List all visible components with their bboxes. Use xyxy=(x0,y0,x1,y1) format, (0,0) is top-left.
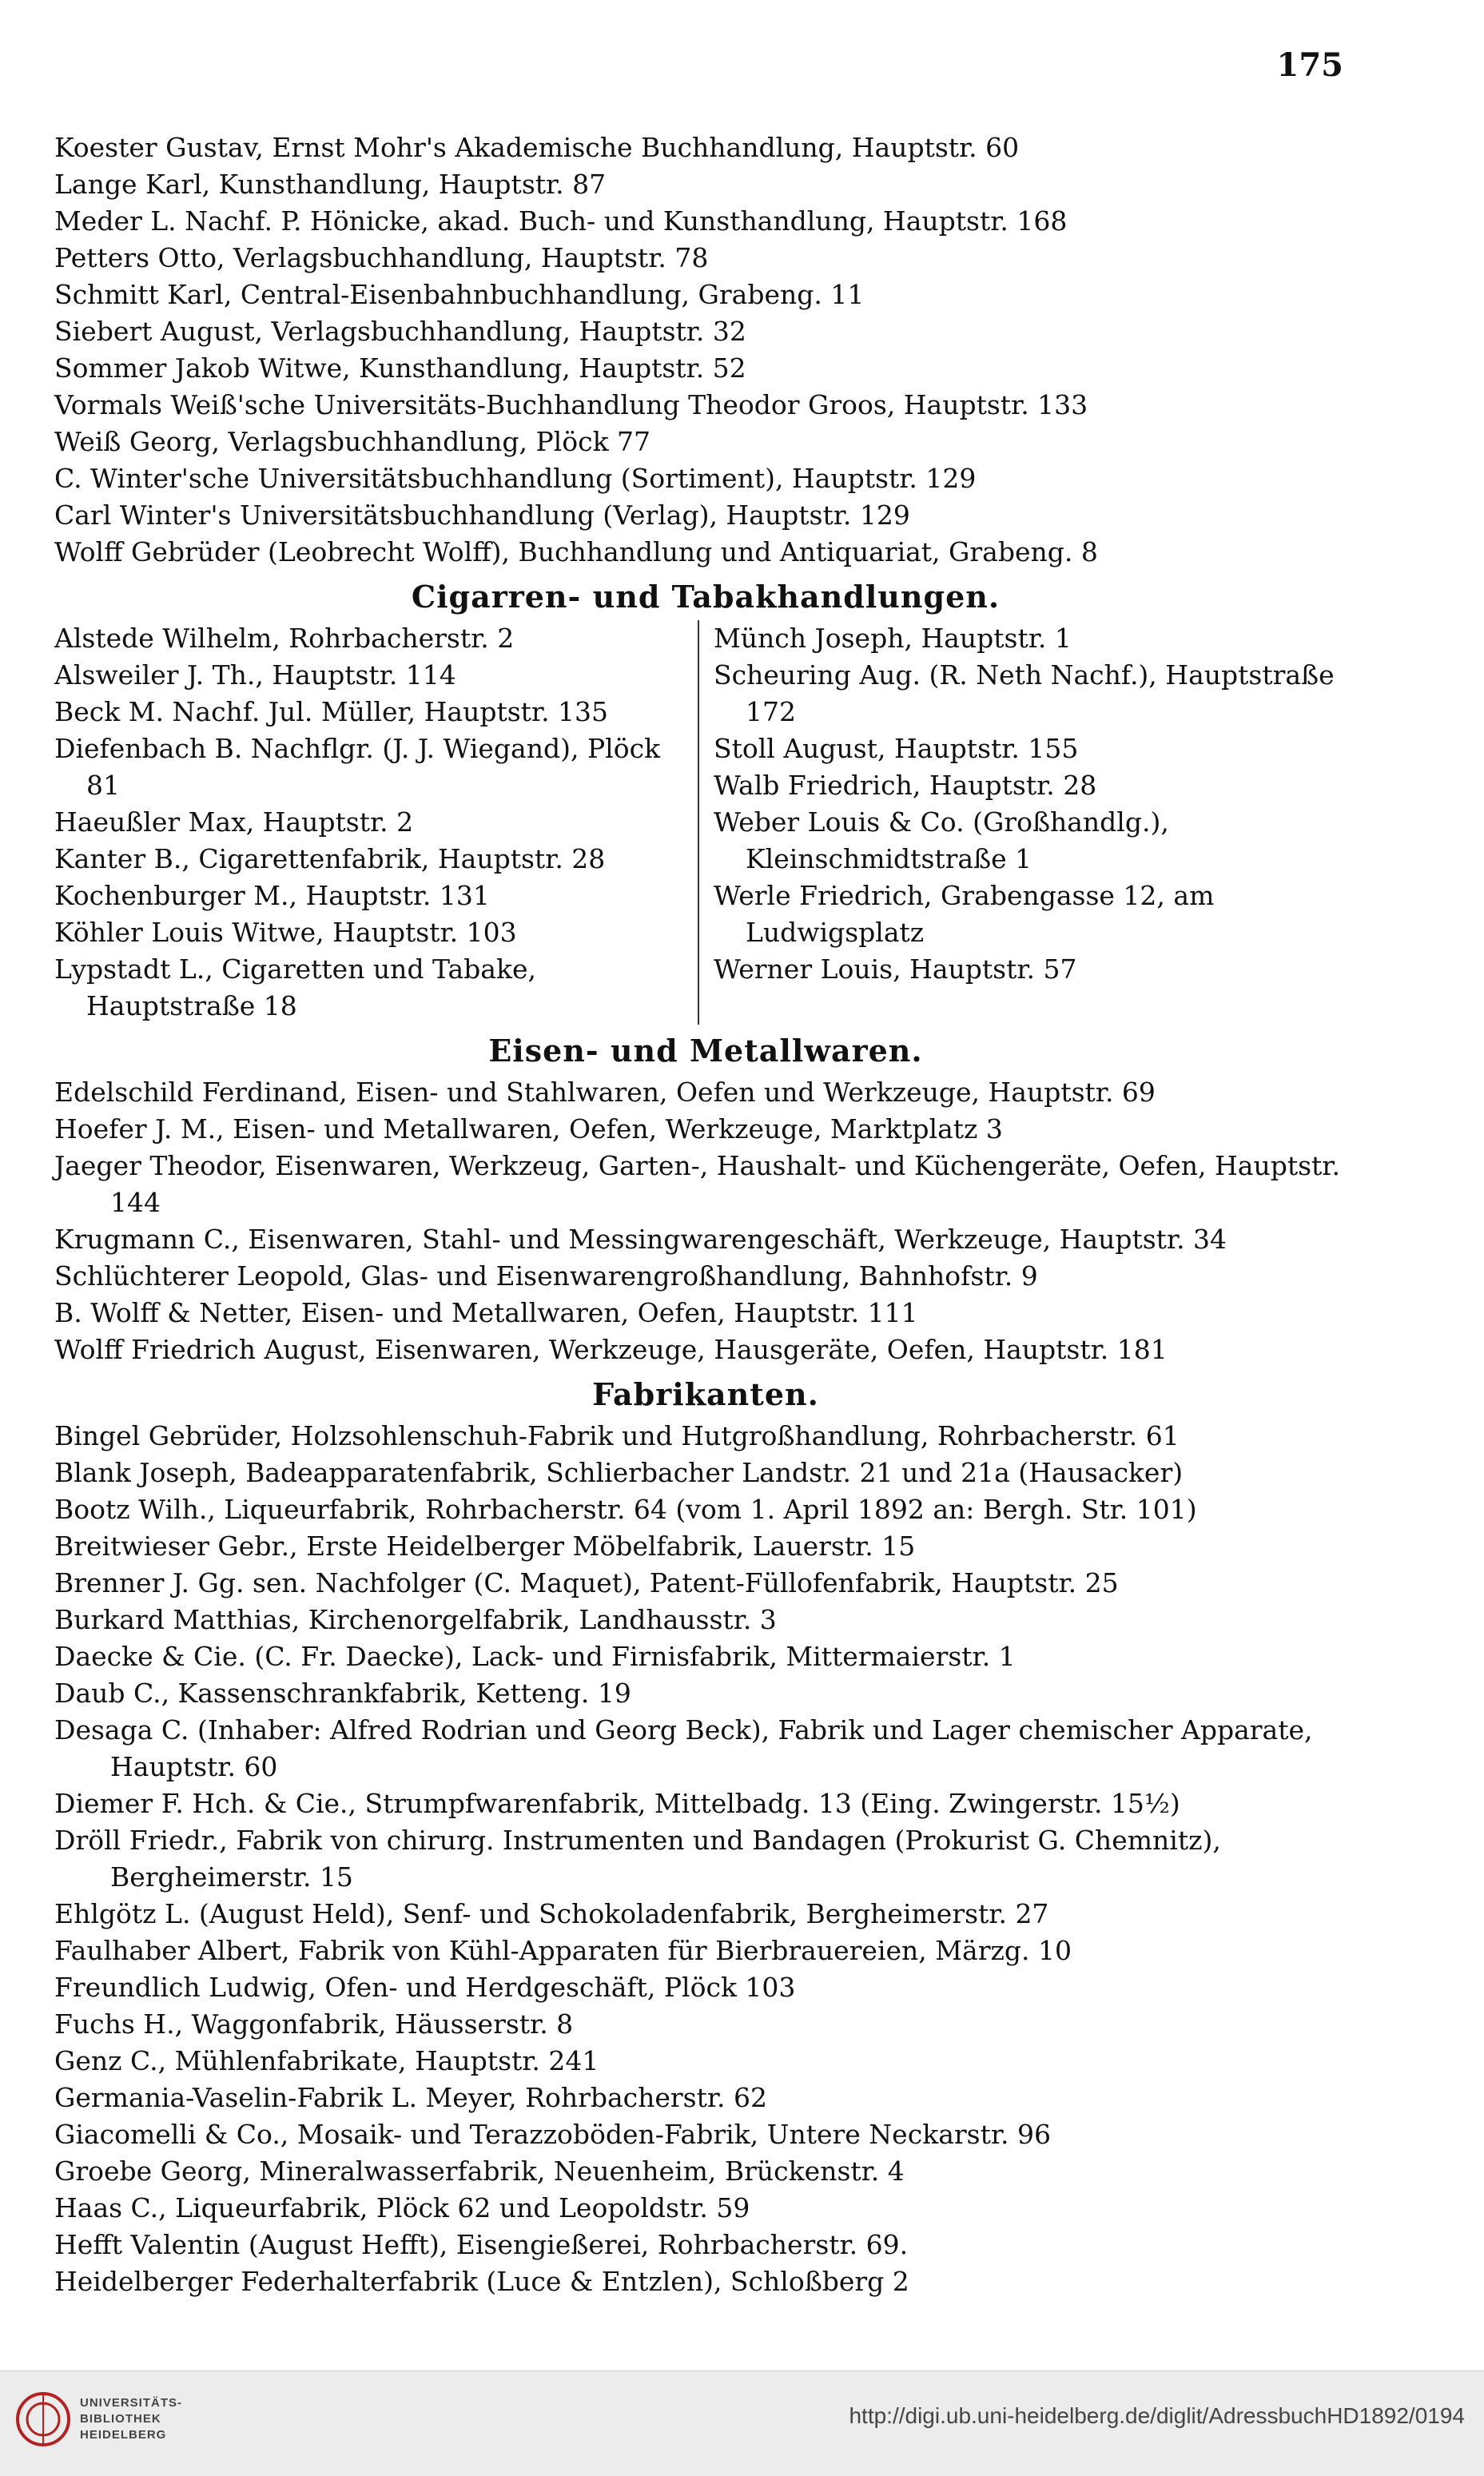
list-entry: Diefenbach B. Nachflgr. (J. J. Wiegand), Plöck 81 xyxy=(54,733,661,801)
list-entry: Fuchs H., Waggonfabrik, Häusserstr. 8 xyxy=(54,2008,574,2040)
logo-line: UNIVERSITÄTS- xyxy=(80,2396,183,2410)
list-entry: Dröll Friedr., Fabrik von chirurg. Instrumenten und Bandagen (Prokurist G. Chemnitz), Bergheimerstr. 15 xyxy=(54,1825,1221,1893)
list-entry: Beck M. Nachf. Jul. Müller, Hauptstr. 135 xyxy=(54,696,609,727)
list-entry: Werner Louis, Hauptstr. 57 xyxy=(714,953,1077,985)
source-url-link[interactable]: http://digi.ub.uni-heidelberg.de/diglit/AdressbuchHD1892/0194 xyxy=(849,2403,1465,2428)
list-entry: Lange Karl, Kunsthandlung, Hauptstr. 87 xyxy=(54,169,607,200)
list-entry: Hefft Valentin (August Hefft), Eisengießerei, Rohrbacherstr. 69. xyxy=(54,2229,909,2260)
page-number: 175 xyxy=(1276,46,1343,84)
eisen-list xyxy=(54,1074,1357,1368)
list-entry: Münch Joseph, Hauptstr. 1 xyxy=(714,623,1072,654)
list-entry: Krugmann C., Eisenwaren, Stahl- und Messingwarengeschäft, Werkzeuge, Hauptstr. 34 xyxy=(54,1224,1227,1255)
library-name xyxy=(80,2395,182,2443)
list-entry: Daub C., Kassenschrankfabrik, Ketteng. 19 xyxy=(54,1678,631,1709)
section-heading-fabrikanten: Fabrikanten. xyxy=(592,1376,819,1412)
list-entry: Lypstadt L., Cigaretten und Tabake, Hauptstraße 18 xyxy=(54,953,536,1021)
list-entry: Daecke & Cie. (C. Fr. Daecke), Lack- und Firnisfabrik, Mittermaierstr. 1 xyxy=(54,1641,1016,1672)
list-entry: Giacomelli & Co., Mosaik- und Terazzoböden-Fabrik, Untere Neckarstr. 96 xyxy=(54,2119,1051,2150)
list-entry: Jaeger Theodor, Eisenwaren, Werkzeug, Garten-, Haushalt- und Küchengeräte, Oefen, Hauptstr. 144 xyxy=(54,1150,1340,1218)
logo-line: BIBLIOTHEK xyxy=(80,2412,161,2426)
list-entry: Werle Friedrich, Grabengasse 12, am Ludwigsplatz xyxy=(714,880,1215,948)
booksellers-list xyxy=(54,129,1357,571)
list-entry: Desaga C. (Inhaber: Alfred Rodrian und Georg Beck), Fabrik und Lager chemischer Apparate, Hauptstr. 60 xyxy=(54,1714,1313,1782)
list-entry: Burkard Matthias, Kirchenorgelfabrik, Landhausstr. 3 xyxy=(54,1604,777,1635)
list-entry: Sommer Jakob Witwe, Kunsthandlung, Hauptstr. 52 xyxy=(54,352,746,384)
list-entry: Alsweiler J. Th., Hauptstr. 114 xyxy=(54,659,456,691)
list-entry: Meder L. Nachf. P. Hönicke, akad. Buch- und Kunsthandlung, Hauptstr. 168 xyxy=(54,205,1068,237)
list-entry: Schmitt Karl, Central-Eisenbahnbuchhandlung, Grabeng. 11 xyxy=(54,279,865,310)
cigarren-two-column-list xyxy=(54,620,1357,1025)
list-entry: Bingel Gebrüder, Holzsohlenschuh-Fabrik und Hutgroßhandlung, Rohrbacherstr. 61 xyxy=(54,1420,1180,1451)
list-entry: Petters Otto, Verlagsbuchhandlung, Hauptstr. 78 xyxy=(54,242,709,273)
list-entry: Brenner J. Gg. sen. Nachfolger (C. Maquet), Patent-Füllofenfabrik, Hauptstr. 25 xyxy=(54,1567,1119,1598)
list-entry: Wolff Friedrich August, Eisenwaren, Werkzeuge, Hausgeräte, Oefen, Hauptstr. 181 xyxy=(54,1334,1168,1365)
list-entry: Genz C., Mühlenfabrikate, Hauptstr. 241 xyxy=(54,2045,599,2076)
list-entry: Schlüchterer Leopold, Glas- und Eisenwarengroßhandlung, Bahnhofstr. 9 xyxy=(54,1260,1038,1292)
list-entry: Heidelberger Federhalterfabrik (Luce & Entzlen), Schloßberg 2 xyxy=(54,2266,909,2297)
list-entry: Alstede Wilhelm, Rohrbacherstr. 2 xyxy=(54,623,515,654)
list-entry: Haas C., Liqueurfabrik, Plöck 62 und Leopoldstr. 59 xyxy=(54,2192,750,2223)
list-entry: Köhler Louis Witwe, Hauptstr. 103 xyxy=(54,917,517,948)
list-entry: Diemer F. Hch. & Cie., Strumpfwarenfabrik, Mittelbadg. 13 (Eing. Zwingerstr. 15½) xyxy=(54,1788,1180,1819)
library-logo[interactable] xyxy=(14,2390,182,2448)
list-entry: Walb Friedrich, Hauptstr. 28 xyxy=(714,770,1097,801)
list-entry: Siebert August, Verlagsbuchhandlung, Hauptstr. 32 xyxy=(54,316,746,347)
cigarren-right-column xyxy=(698,620,1357,1025)
list-entry: Carl Winter's Universitätsbuchhandlung (Verlag), Hauptstr. 129 xyxy=(54,500,910,531)
list-entry: Vormals Weiß'sche Universitäts-Buchhandlung Theodor Groos, Hauptstr. 133 xyxy=(54,389,1088,420)
list-entry: Blank Joseph, Badeapparatenfabrik, Schlierbacher Landstr. 21 und 21a (Hausacker) xyxy=(54,1457,1184,1488)
list-entry: Koester Gustav, Ernst Mohr's Akademische Buchhandlung, Hauptstr. 60 xyxy=(54,132,1020,163)
section-heading-cigarren: Cigarren- und Tabakhandlungen. xyxy=(411,579,1001,615)
list-entry: Wolff Gebrüder (Leobrecht Wolff), Buchhandlung und Antiquariat, Grabeng. 8 xyxy=(54,536,1098,567)
list-entry: Hoefer J. M., Eisen- und Metallwaren, Oefen, Werkzeuge, Marktplatz 3 xyxy=(54,1113,1003,1144)
viewer-footer xyxy=(0,2371,1484,2476)
list-entry: Bootz Wilh., Liqueurfabrik, Rohrbacherstr. 64 (vom 1. April 1892 an: Bergh. Str. 101) xyxy=(54,1494,1197,1525)
section-heading-eisen: Eisen- und Metallwaren. xyxy=(488,1033,923,1069)
list-entry: Edelschild Ferdinand, Eisen- und Stahlwaren, Oefen und Werkzeuge, Hauptstr. 69 xyxy=(54,1077,1156,1108)
logo-line: HEIDELBERG xyxy=(80,2428,167,2442)
list-entry: Weiß Georg, Verlagsbuchhandlung, Plöck 77 xyxy=(54,426,651,457)
page-content xyxy=(54,129,1357,2300)
list-entry: Kanter B., Cigarettenfabrik, Hauptstr. 28 xyxy=(54,843,606,874)
list-entry: Freundlich Ludwig, Ofen- und Herdgeschäft, Plöck 103 xyxy=(54,1972,796,2003)
list-entry: Breitwieser Gebr., Erste Heidelberger Möbelfabrik, Lauerstr. 15 xyxy=(54,1531,916,1562)
cigarren-left-column xyxy=(54,620,698,1025)
list-entry: Kochenburger M., Hauptstr. 131 xyxy=(54,880,490,911)
list-entry: C. Winter'sche Universitätsbuchhandlung (Sortiment), Hauptstr. 129 xyxy=(54,463,977,494)
list-entry: Faulhaber Albert, Fabrik von Kühl-Apparaten für Bierbrauereien, Märzg. 10 xyxy=(54,1935,1072,1966)
list-entry: Weber Louis & Co. (Großhandlg.), Kleinschmidtstraße 1 xyxy=(714,806,1169,874)
list-entry: Stoll August, Hauptstr. 155 xyxy=(714,733,1079,764)
list-entry: Groebe Georg, Mineralwasserfabrik, Neuenheim, Brückenstr. 4 xyxy=(54,2156,905,2187)
library-seal-icon xyxy=(14,2390,72,2448)
list-entry: Haeußler Max, Hauptstr. 2 xyxy=(54,806,414,838)
list-entry: Germania-Vaselin-Fabrik L. Meyer, Rohrbacherstr. 62 xyxy=(54,2082,767,2113)
list-entry: Scheuring Aug. (R. Neth Nachf.), Hauptstraße 172 xyxy=(714,659,1335,727)
list-entry: B. Wolff & Netter, Eisen- und Metallwaren, Oefen, Hauptstr. 111 xyxy=(54,1297,918,1328)
fabrikanten-list xyxy=(54,1418,1357,2300)
list-entry: Ehlgötz L. (August Held), Senf- und Schokoladenfabrik, Bergheimerstr. 27 xyxy=(54,1898,1049,1929)
